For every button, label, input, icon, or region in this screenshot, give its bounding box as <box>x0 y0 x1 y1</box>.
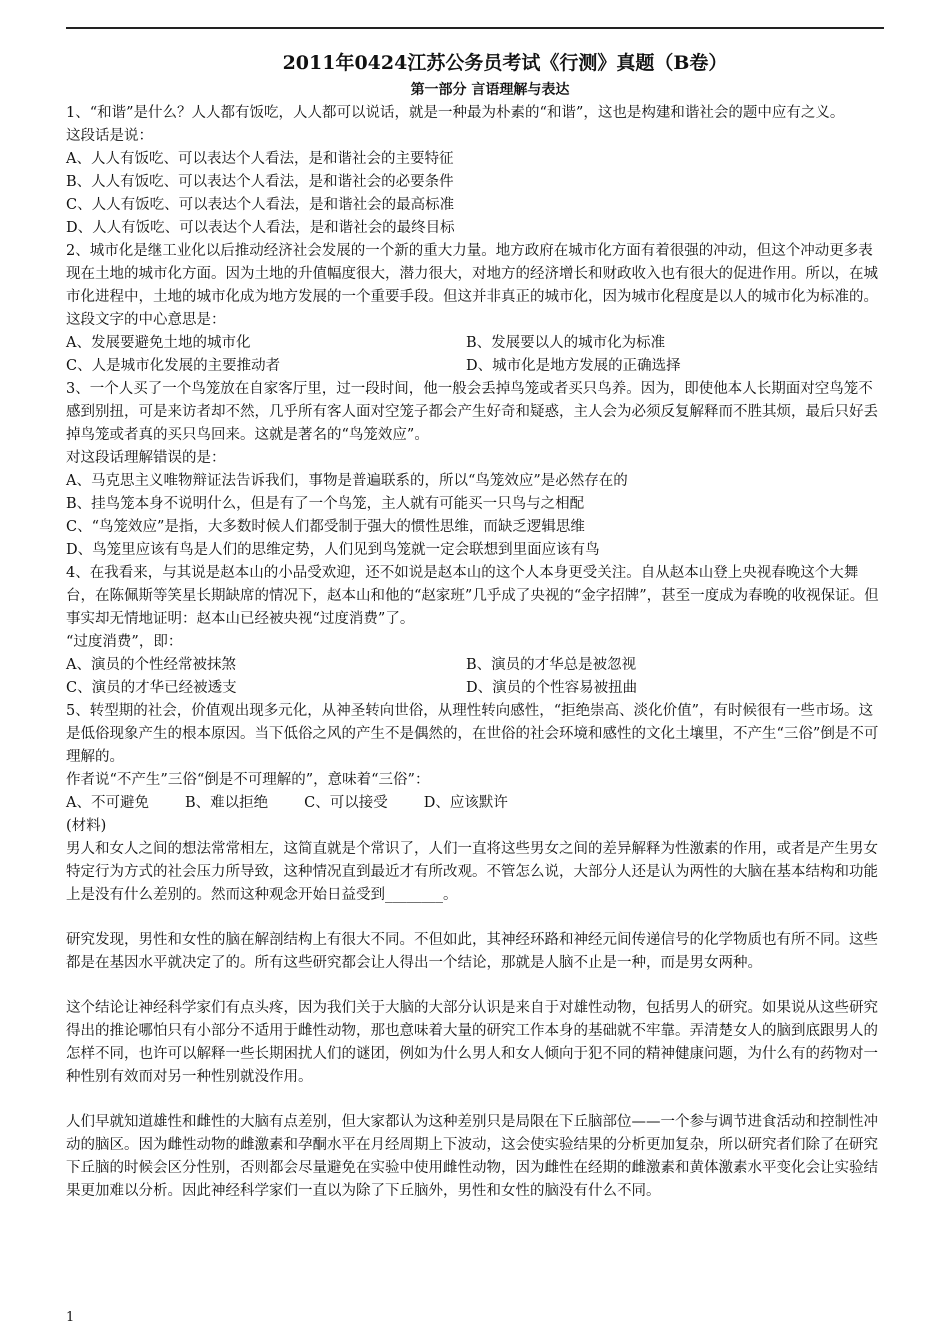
option-a: A、发展要避免土地的城市化 <box>66 335 251 351</box>
option-a: A、人人有饭吃、可以表达个人看法，是和谐社会的主要特征 <box>66 151 454 167</box>
material-paragraph: 男人和女人之间的想法常常相左，这简直就是个常识了，人们一直将这些男女之间的差异解释为性激素的作用，或者是产生男女特定行为方式的社会压力所导致，这种情况直到最近才有所改观。不管怎么说，大部分人还是认为两性的大脑在基本结构和功能上是没有什么差别的。然而这种观念开始日益受到________。 <box>66 841 878 903</box>
question-stem: 5、转型期的社会，价值观出现多元化，从神圣转向世俗，从理性转向感性，“拒绝崇高、淡化价值”，有时候很有一些市场。这是低俗现象产生的根本原因。当下低俗之风的产生不是偶然的，在世俗的社会环境和感性的文化土壤里，不产生“三俗”倒是不可理解的。 <box>66 703 879 765</box>
section-heading: 第一部分 言语理解与表达 <box>410 82 570 98</box>
option-c: C、人是城市化发展的主要推动者 <box>66 358 281 374</box>
option-row <box>66 355 884 378</box>
option-a: A、马克思主义唯物辩证法告诉我们，事物是普遍联系的，所以“鸟笼效应”是必然存在的 <box>66 473 628 489</box>
option-d: D、人人有饭吃、可以表达个人看法，是和谐社会的最终目标 <box>66 220 455 236</box>
material-section <box>66 815 884 1203</box>
option-b: B、难以拒绝 <box>184 795 269 811</box>
option-row <box>66 677 884 700</box>
option-c: C、“鸟笼效应”是指，大多数时候人们都受制于强大的惯性思维，而缺乏逻辑思维 <box>66 519 585 535</box>
question-4 <box>66 562 884 700</box>
option-row <box>66 332 884 355</box>
question-1 <box>66 102 884 240</box>
question-stem: 1、“和谐”是什么？人人都有饭吃，人人都可以说话，就是一种最为朴素的“和谐”，这也是构建和谐社会的题中应有之义。 <box>66 105 845 121</box>
question-2 <box>66 240 884 378</box>
option-a: A、不可避免 <box>66 795 149 811</box>
material-paragraph: 研究发现，男性和女性的脑在解剖结构上有很大不同。不但如此，其神经环路和神经元间传递信号的化学物质也有所不同。这些都是在基因水平就决定了的。所有这些研究都会让人得出一个结论，那就是人脑不止是一种，而是男女两种。 <box>66 932 878 971</box>
top-rule <box>66 27 884 29</box>
question-prompt: 这段文字的中心意思是： <box>66 312 226 328</box>
question-5 <box>66 700 884 815</box>
question-stem: 4、在我看来，与其说是赵本山的小品受欢迎，还不如说是赵本山的这个人本身更受关注。自从赵本山登上央视春晚这个大舞台，在陈佩斯等笑星长期缺席的情况下，赵本山和他的“赵家班”几乎成了央视的“金字招牌”，甚至一度成为春晚的收视保证。但事实却无情地证明：赵本山已经被央视“过度消费”了。 <box>66 565 879 627</box>
option-d: D、城市化是地方发展的正确选择 <box>466 358 681 374</box>
option-a: A、演员的个性经常被抹煞 <box>66 657 236 673</box>
material-paragraph: 这个结论让神经科学家们有点头疼，因为我们关于大脑的大部分认识是来自于对雄性动物，包括男人的研究。如果说从这些研究得出的推论哪怕只有小部分不适用于雌性动物，那也意味着大量的研究工作本身的基础就不牢靠。弄清楚女人的脑到底跟男人的怎样不同，也许可以解释一些长期困扰人们的谜团，例如为什么男人和女人倾向于犯不同的精神健康问题，为什么有的药物对一种性别有效而对另一种性别就没作用。 <box>66 1000 878 1085</box>
option-c: C、可以接受 <box>304 795 388 811</box>
question-prompt: 这段话是说： <box>66 128 153 144</box>
question-stem: 2、城市化是继工业化以后推动经济社会发展的一个新的重大力量。地方政府在城市化方面有着很强的冲动，但这个冲动更多表现在土地的城市化方面。因为土地的升值幅度很大，潜力很大，对地方的经济增长和财政收入也有很大的促进作用。所以，在城市化进程中，土地的城市化成为地方发展的一个重要手段。但这并非真正的城市化，因为城市化程度是以人的城市化为标准的。 <box>66 243 878 305</box>
option-d: D、演员的个性容易被扭曲 <box>466 680 638 696</box>
material-paragraph: 人们早就知道雄性和雌性的大脑有点差别，但大家都认为这种差别只是局限在下丘脑部位——一个参与调节进食活动和控制性冲动的脑区。因为雌性动物的雌激素和孕酮水平在月经周期上下波动，这会使实验结果的分析更加复杂，所以研究者们除了在研究下丘脑的时候会区分性别，否则都会尽量避免在实验中使用雌性动物，因为雌性在经期的雌激素和黄体激素水平变化会让实验结果更加难以分析。因此神经科学家们一直以为除了下丘脑外，男性和女性的脑没有什么不同。 <box>66 1114 878 1199</box>
question-prompt: 作者说“不产生”三俗“倒是不可理解的”，意味着“三俗”： <box>66 772 430 788</box>
option-b: B、挂鸟笼本身不说明什么，但是有了一个鸟笼，主人就有可能买一只鸟与之相配 <box>66 496 585 512</box>
option-b: B、演员的才华总是被忽视 <box>466 657 637 673</box>
question-3 <box>66 378 884 562</box>
option-b: B、发展要以人的城市化为标准 <box>466 335 666 351</box>
question-stem: 3、一个人买了一个鸟笼放在自家客厅里，过一段时间，他一般会丢掉鸟笼或者买只鸟养。因为，即使他本人长期面对空鸟笼不感到别扭，可是来访者却不然，几乎所有客人面对空笼子都会产生好奇和疑惑，主人会为必须反复解释而不胜其烦，最后只好丢掉鸟笼或者真的买只鸟回来。这就是著名的“鸟笼效应”。 <box>66 381 878 443</box>
option-d: D、应该默许 <box>423 795 508 811</box>
material-label: (材料) <box>66 818 107 834</box>
question-prompt: “过度消费”，即： <box>66 634 183 650</box>
option-c: C、人人有饭吃、可以表达个人看法，是和谐社会的最高标准 <box>66 197 455 213</box>
option-row <box>66 654 884 677</box>
document-title: 2011年0424江苏公务员考试《行测》真题（B卷） <box>282 52 728 74</box>
option-d: D、鸟笼里应该有鸟是人们的思维定势，人们见到鸟笼就一定会联想到里面应该有鸟 <box>66 542 600 558</box>
question-prompt: 对这段话理解错误的是： <box>66 450 226 466</box>
document-content <box>66 48 884 1203</box>
option-row <box>66 792 884 815</box>
option-c: C、演员的才华已经被透支 <box>66 680 237 696</box>
option-b: B、人人有饭吃、可以表达个人看法，是和谐社会的必要条件 <box>66 174 454 190</box>
page-number: 1 <box>66 1310 75 1325</box>
